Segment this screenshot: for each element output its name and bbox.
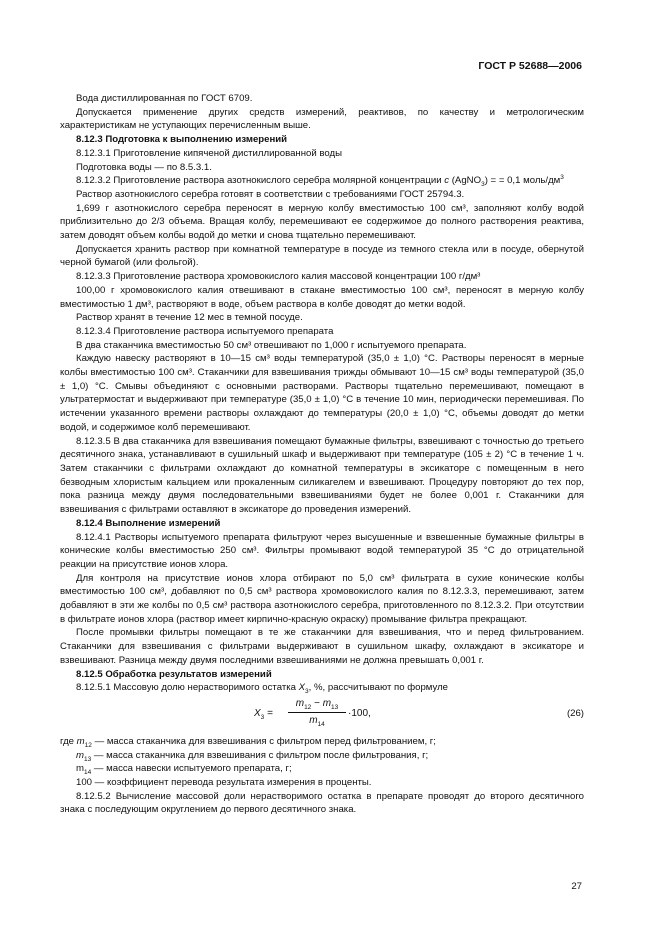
paragraph: 8.12.3.5 В два стаканчика для взвешивания помещают бумажные фильтры, взвешивают с точностью до третьего десятичного знака, устанавливают в сушильный шкаф и выдерживают при температуре (105 ± 2) °С в течение 1 ч. Затем стаканчики с фильтрами охлаждают до комнатной температуры в эксикаторе с помещенным в него безводным хлористым кальцием или прокаленным силикагелем и взвешивают. Процедуру повторяют до тех пор, пока разница между двумя последовательными взвешиваниями будет не более 0,001 г. Стаканчики для взвешивания с фильтрами оставляют в эксикаторе до проведения измерений. bbox=[60, 435, 584, 516]
legend-row: $m_{13}$ — масса стаканчика для взвешивания с фильтром после фильтрования, г; bbox=[76, 749, 429, 763]
formula-denominator: $m_{14}$ bbox=[309, 714, 325, 728]
formula-numerator: $m_{12} - m_{13}$ bbox=[288, 697, 346, 713]
section-heading: 8.12.3 Подготовка к выполнению измерений bbox=[76, 134, 288, 146]
paragraph: 8.12.5.1 Массовую долю нерастворимого остатка $X_3$, %, рассчитывают по формуле bbox=[76, 682, 449, 696]
subsection-heading: 8.12.3.4 Приготовление раствора испытуемого препарата bbox=[76, 325, 334, 337]
paragraph: Раствор хранят в течение 12 мес в темной посуде. bbox=[76, 312, 303, 324]
subsection-heading: 8.12.3.3 Приготовление раствора хромовокислого калия массовой концентрации 100 г/дм³ bbox=[76, 271, 481, 283]
page-body bbox=[60, 92, 584, 817]
paragraph: Раствор азотнокислого серебра готовят в соответствии с требованиями ГОСТ 25794.3. bbox=[76, 188, 465, 200]
legend-row: 100 — коэффициент перевода результата измерения в проценты. bbox=[76, 777, 372, 789]
paragraph: Для контроля на присутствие ионов хлора отбирают по 5,0 см³ фильтрата в сухие конические колбы вместимостью 100 см³, добавляют по 0,5 см³ раствора хромовокислого калия по 8.12.3.3, перемешивают, затем добавляют в эти же колбы по 0,5 см³ раствора азотнокислого серебра, приготовленного по 8.12.3.2. При отсутствии в фильтрате ионов хлора (раствор имеет кирпично-красную окраску) промывание фильтра прекращают. bbox=[60, 572, 584, 625]
formula-lhs: $X_3$ = bbox=[254, 707, 273, 721]
formula-multiplier: ·100, bbox=[348, 707, 371, 719]
paragraph: Вода дистиллированная по ГОСТ 6709. bbox=[76, 93, 253, 104]
legend-row: $m_{14}$ — масса навески испытуемого препарата, г; bbox=[76, 763, 292, 777]
legend-row: где $m_{12}$ — масса стаканчика для взвешивания с фильтром перед фильтрованием, г; bbox=[60, 735, 436, 749]
page-number: 27 bbox=[571, 881, 582, 892]
subsection-heading: 8.12.3.1 Приготовление кипяченой дистиллированной воды bbox=[76, 147, 342, 159]
paragraph: 8.12.4.1 Растворы испытуемого препарата фильтруют через высушенные и взвешенные бумажные фильтры в конические колбы вместимостью 250 см³. Фильтры промывают водой температурой 35 °С до отрицательной реакции на присутствие ионов хлора. bbox=[60, 531, 584, 570]
paragraph: Допускается применение других средств измерений, реактивов, по качеству и метрологическим характеристикам не уступающих перечисленным выше. bbox=[60, 106, 584, 132]
formula-26 bbox=[60, 695, 584, 735]
paragraph: 8.12.5.2 Вычисление массовой доли нерастворимого остатка в препарате проводят до второго десятичного знака с последующим округлением до первого десятичного знака. bbox=[60, 790, 584, 816]
paragraph: 100,00 г хромовокислого калия отвешивают в стакане вместимостью 100 см³, переносят в мерную колбу вместимостью 1 дм³, растворяют в воде, объем раствора в колбе доводят до метки водой. bbox=[60, 284, 584, 310]
paragraph: Допускается хранить раствор при комнатной температуре в посуде из темного стекла или в посуде, обернутой черной бумагой (или фольгой). bbox=[60, 243, 584, 269]
paragraph: После промывки фильтры помещают в те же стаканчики для взвешивания, что и перед фильтрованием. Стаканчики для взвешивания с фильтрами выдерживают в сушильном шкафу, охлаждают в эксикаторе и взвешивают. Разница между двумя последними взвешиваниями не должна превышать 0,001 г. bbox=[60, 627, 584, 666]
document-header: ГОСТ Р 52688—2006 bbox=[478, 60, 582, 72]
formula-number: (26) bbox=[566, 707, 584, 719]
formula-fraction bbox=[288, 697, 346, 727]
paragraph: Каждую навеску растворяют в 10—15 см³ воды температурой (35,0 ± 1,0) °С. Растворы переносят в мерные колбы вместимостью 100 см³. Стаканчики для взвешивания трижды обмывают 10—15 см³ воды температурой (35,0 ± 1,0) °С. Смывы объединяют с основными растворами. Растворы тщательно перемешивают, помещают в ультратермостат и выдерживают при температуре (35,0 ± 1,0) °С в течение 10 мин, периодически перемешивая. По истечении указанного времени растворы охлаждают до температуры (20,0 ± 1,0) °С, объемы доводят до метки водой, и содержимое колб перемешивают. bbox=[60, 353, 584, 433]
subsection-heading: 8.12.3.2 Приготовление раствора азотнокислого серебра молярной концентрации c (AgNO$_3$) = = 0,1 моль/$дм^3$ bbox=[76, 174, 564, 189]
section-heading: 8.12.5 Обработка результатов измерений bbox=[76, 668, 272, 680]
paragraph: 1,699 г азотнокислого серебра переносят в мерную колбу вместимостью 100 см³, заполняют колбу водой приблизительно до 2/3 объема. Вращая колбу, перемешивают ее содержимое до полного растворения реактива, затем доводят объем колбы водой до метки и снова тщательно перемешивают. bbox=[60, 202, 584, 242]
paragraph: В два стаканчика вместимостью 50 см³ отвешивают по 1,000 г испытуемого препарата. bbox=[76, 339, 467, 351]
paragraph: Подготовка воды — по 8.5.3.1. bbox=[76, 161, 212, 173]
section-heading: 8.12.4 Выполнение измерений bbox=[76, 517, 221, 529]
